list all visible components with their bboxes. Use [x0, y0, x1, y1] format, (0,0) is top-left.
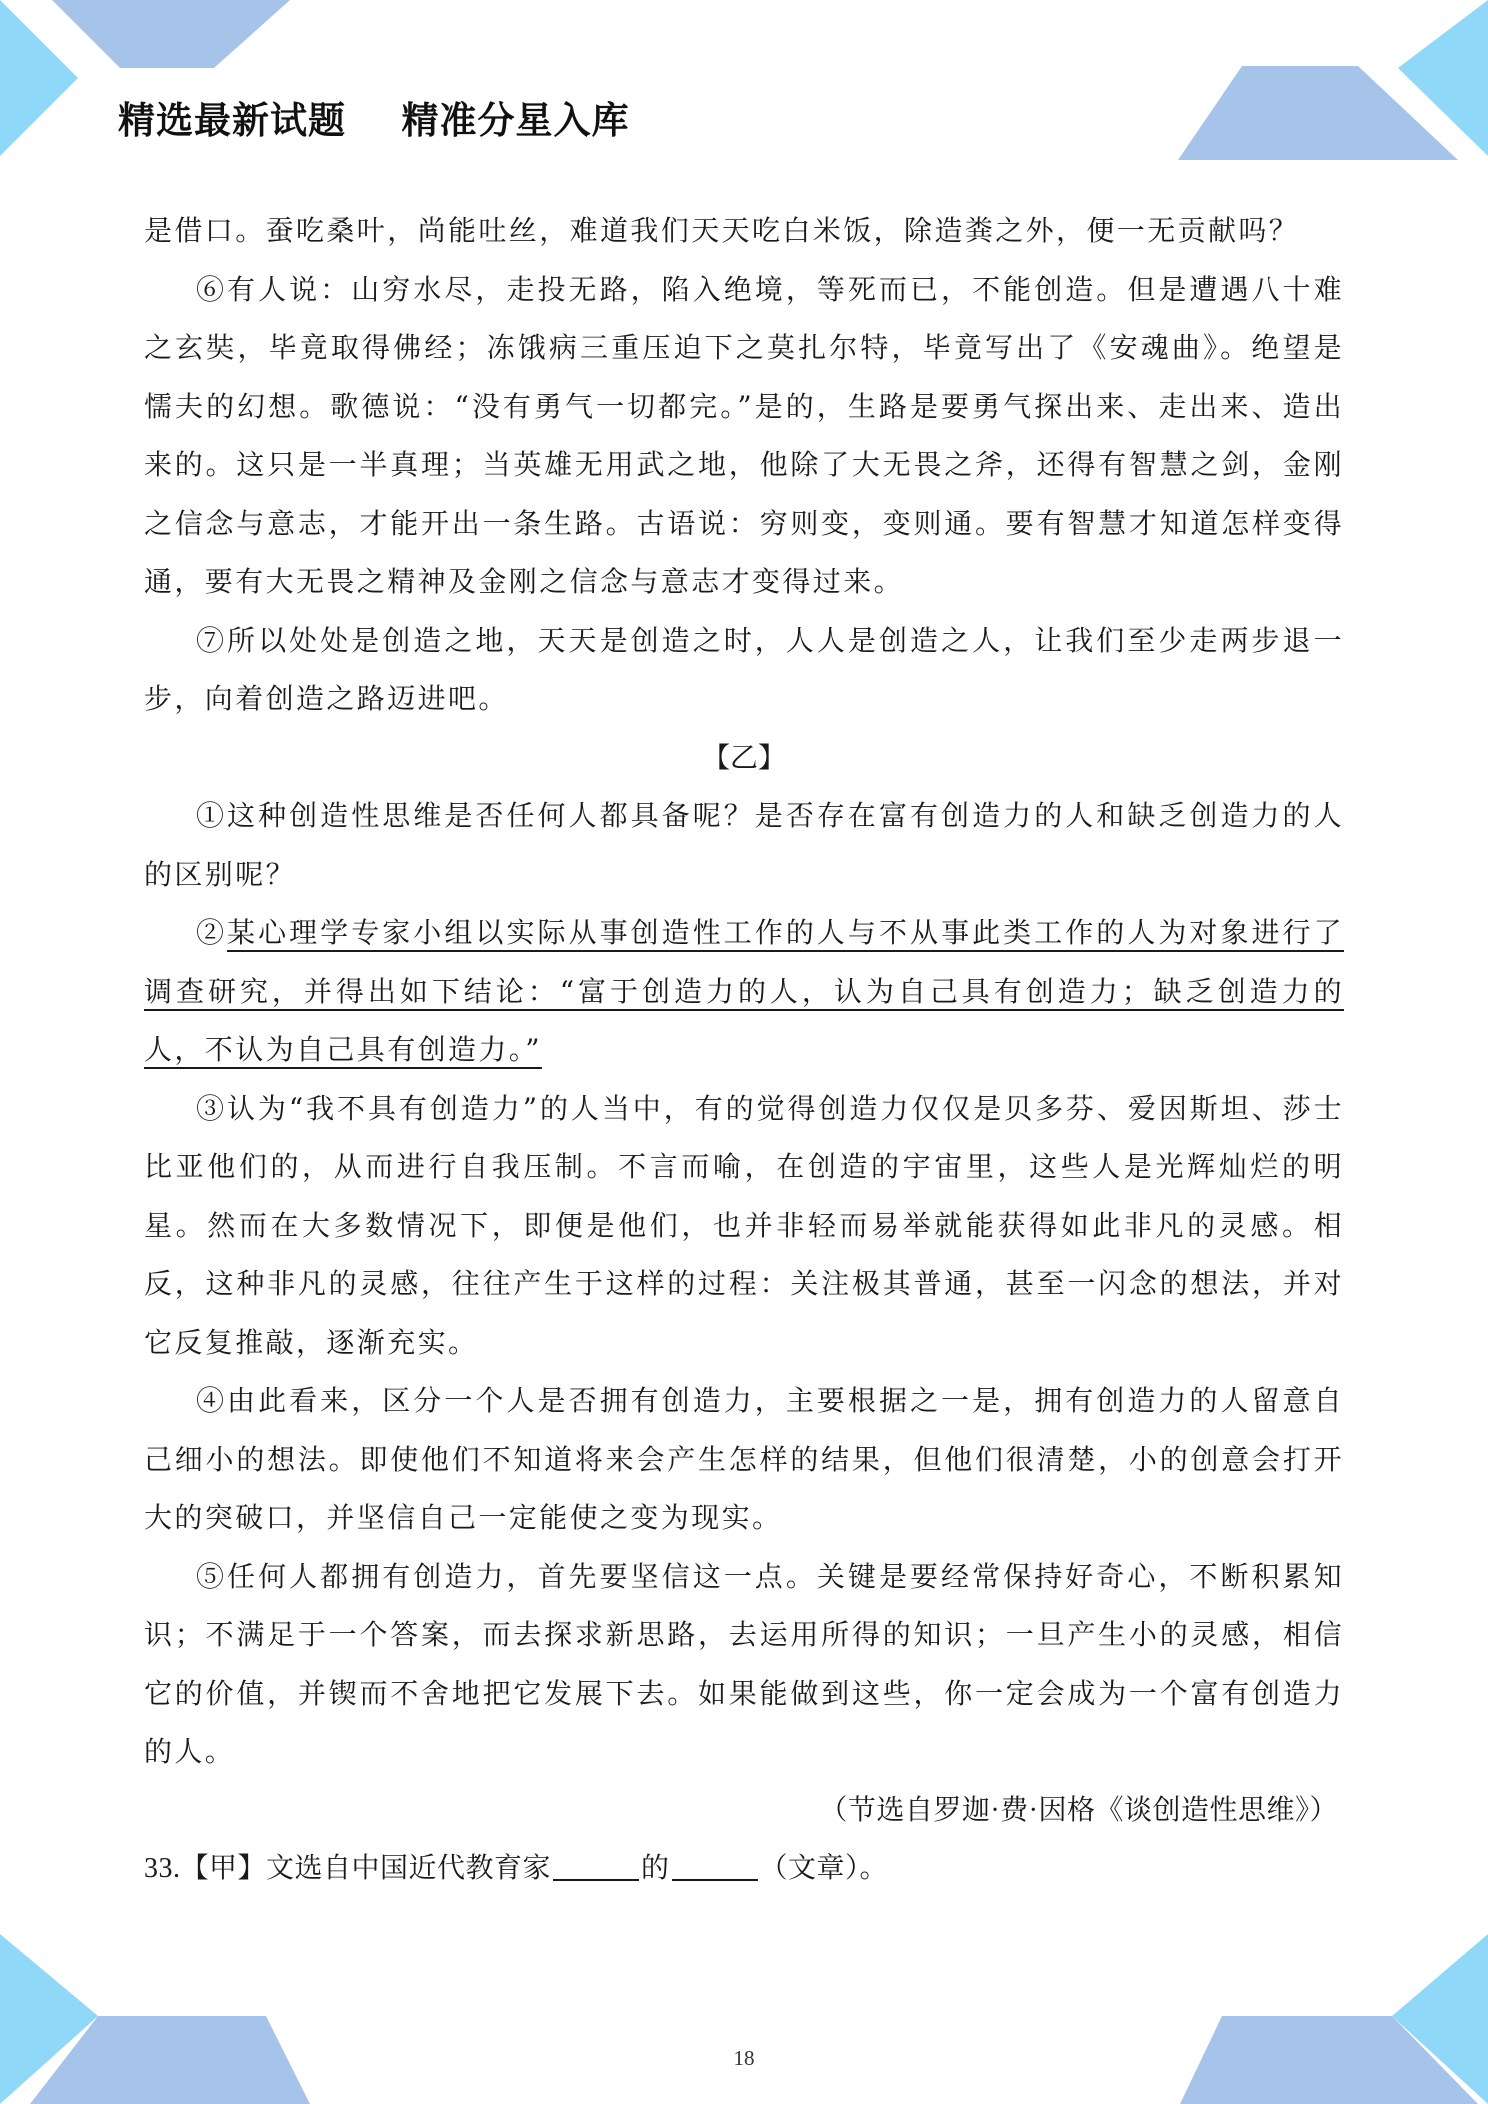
- paragraph-jia-6: ⑥有人说：山穷水尽，走投无路，陷入绝境，等死而已，不能创造。但是遭遇八十难之玄奘，毕竟取得佛经；冻饿病三重压迫下之莫扎尔特，毕竟写出了《安魂曲》。绝望是懦夫的幻想。歌德说：“没有勇气一切都完。”是的，生路是要勇气探出来、走出来、造出来的。这只是一半真理；当英雄无用武之地，他除了大无畏之斧，还得有智慧之剑，金刚之信念与意志，才能开出一条生路。古语说：穷则变，变则通。要有智慧才知道怎样变得通，要有大无畏之精神及金刚之信念与意志才变得过来。: [144, 272, 1344, 598]
- paragraph-yi-3: ③认为“我不具有创造力”的人当中，有的觉得创造力仅仅是贝多芬、爱因斯坦、莎士比亚他们的，从而进行自我压制。不言而喻，在创造的宇宙里，这些人是光辉灿烂的明星。然而在大多数情况下，即便是他们，也并非轻而易举就能获得如此非凡的灵感。相反，这种非凡的灵感，往往产生于这样的过程：关注极其普通，甚至一闪念的想法，并对它反复推敲，逐渐充实。: [144, 1091, 1344, 1359]
- question-33: [144, 1840, 1344, 1899]
- deco-trapezoid-top-left: [52, 0, 290, 68]
- paragraph-yi-5: ⑤任何人都拥有创造力，首先要坚信这一点。关键是要经常保持好奇心，不断积累知识；不满足于一个答案，而去探求新思路，去运用所得的知识；一旦产生小的灵感，相信它的价值，并锲而不舍地把它发展下去。如果能做到这些，你一定会成为一个富有创造力的人。: [144, 1559, 1344, 1768]
- page-number: 18: [733, 2046, 755, 2070]
- document-body: [144, 202, 1344, 1899]
- section-heading-yi: 【乙】: [701, 740, 786, 774]
- answer-blank-article[interactable]: [672, 1849, 758, 1881]
- question-prefix: 33.【甲】文选自中国近代教育家: [144, 1853, 552, 1884]
- paragraph-jia-5-continued: 是借口。蚕吃桑叶，尚能吐丝，难道我们天天吃白米饭，除造粪之外，便一无贡献吗？: [144, 214, 1300, 247]
- question-middle: 的: [641, 1853, 670, 1884]
- question-suffix: （文章）。: [759, 1853, 889, 1884]
- paragraph-number: ②: [196, 916, 228, 949]
- paragraph-jia-7: ⑦所以处处是创造之地，天天是创造之时，人人是创造之人，让我们至少走两步退一步，向着创造之路迈进吧。: [144, 623, 1344, 715]
- source-citation: （节选自罗迦·费·因格《谈创造性思维》）: [819, 1794, 1338, 1826]
- paragraph-yi-2: [144, 904, 1344, 1080]
- paragraph-yi-4: ④由此看来，区分一个人是否拥有创造力，主要根据之一是，拥有创造力的人留意自己细小的想法。即使他们不知道将来会产生怎样的结果，但他们很清楚，小的创意会打开大的突破口，并坚信自己一定能使之变为现实。: [144, 1384, 1344, 1534]
- underlined-sentence: 某心理学专家小组以实际从事创造性工作的人与不从事此类工作的人为对象进行了调查研究，并得出如下结论：“富于创造力的人，认为自己具有创造力；缺乏创造力的人，不认为自己具有创造力。”: [144, 916, 1344, 1066]
- paragraph-yi-1: ①这种创造性思维是否任何人都具备呢？是否存在富有创造力的人和缺乏创造力的人的区别呢？: [144, 799, 1344, 891]
- header-title: 精选最新试题 精准分星入库: [118, 99, 630, 142]
- deco-triangle-top-left-light: [0, 0, 78, 156]
- answer-blank-educator[interactable]: [553, 1849, 639, 1881]
